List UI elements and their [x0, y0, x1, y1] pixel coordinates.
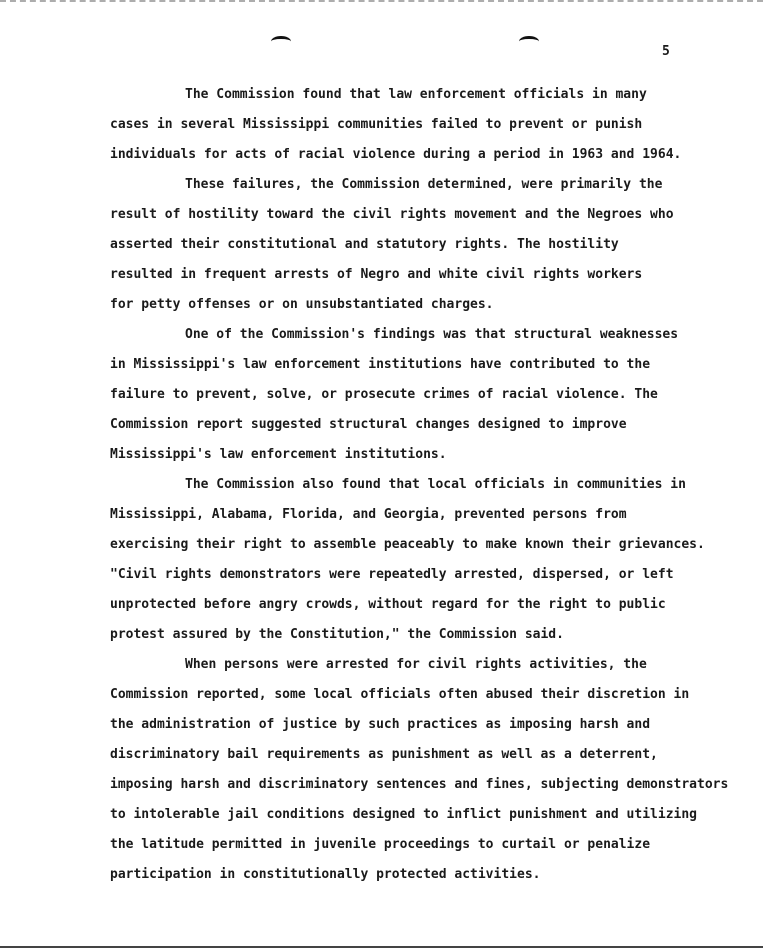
text-line: the administration of justice by such practices as imposing harsh and — [110, 717, 651, 732]
text-line: in Mississippi's law enforcement institutions have contributed to the — [110, 357, 651, 372]
text-line: to intolerable jail conditions designed to inflict punishment and utilizing — [110, 807, 697, 822]
text-line: When persons were arrested for civil rights activities, the — [185, 657, 647, 672]
page-number: 5 — [662, 44, 670, 59]
text-line: protest assured by the Constitution," the Commission said. — [110, 627, 564, 642]
text-line: Mississippi's law enforcement institutions. — [110, 447, 447, 462]
text-line: discriminatory bail requirements as punishment as well as a deterrent, — [110, 747, 658, 762]
document-body — [110, 80, 729, 890]
text-line: failure to prevent, solve, or prosecute crimes of racial violence. The — [110, 387, 658, 402]
text-line: cases in several Mississippi communities failed to prevent or punish — [110, 117, 643, 132]
scan-artifact-mark — [519, 36, 539, 47]
text-line: Mississippi, Alabama, Florida, and Georgia, prevented persons from — [110, 507, 627, 522]
text-line: resulted in frequent arrests of Negro and white civil rights workers — [110, 267, 643, 282]
text-line: These failures, the Commission determined, were primarily the — [185, 177, 663, 192]
text-line: result of hostility toward the civil rights movement and the Negroes who — [110, 207, 674, 222]
text-line: participation in constitutionally protected activities. — [110, 867, 541, 882]
scan-artifact-mark — [271, 36, 291, 47]
text-line: Commission report suggested structural changes designed to improve — [110, 417, 627, 432]
scan-bottom-border — [0, 946, 763, 948]
text-line: unprotected before angry crowds, without regard for the right to public — [110, 597, 666, 612]
text-line: for petty offenses or on unsubstantiated charges. — [110, 297, 494, 312]
text-line: asserted their constitutional and statutory rights. The hostility — [110, 237, 619, 252]
text-line: the latitude permitted in juvenile proceedings to curtail or penalize — [110, 837, 651, 852]
text-line: imposing harsh and discriminatory sentences and fines, subjecting demonstrators — [110, 777, 729, 792]
scan-top-border — [0, 0, 763, 8]
text-line: "Civil rights demonstrators were repeatedly arrested, dispersed, or left — [110, 567, 674, 582]
text-line: Commission reported, some local officials often abused their discretion in — [110, 687, 690, 702]
text-line: One of the Commission's findings was that structural weaknesses — [185, 327, 679, 342]
text-line: The Commission found that law enforcement officials in many — [185, 87, 647, 102]
text-line: exercising their right to assemble peaceably to make known their grievances. — [110, 537, 705, 552]
text-line: The Commission also found that local officials in communities in — [185, 477, 686, 492]
text-line: individuals for acts of racial violence during a period in 1963 and 1964. — [110, 147, 682, 162]
